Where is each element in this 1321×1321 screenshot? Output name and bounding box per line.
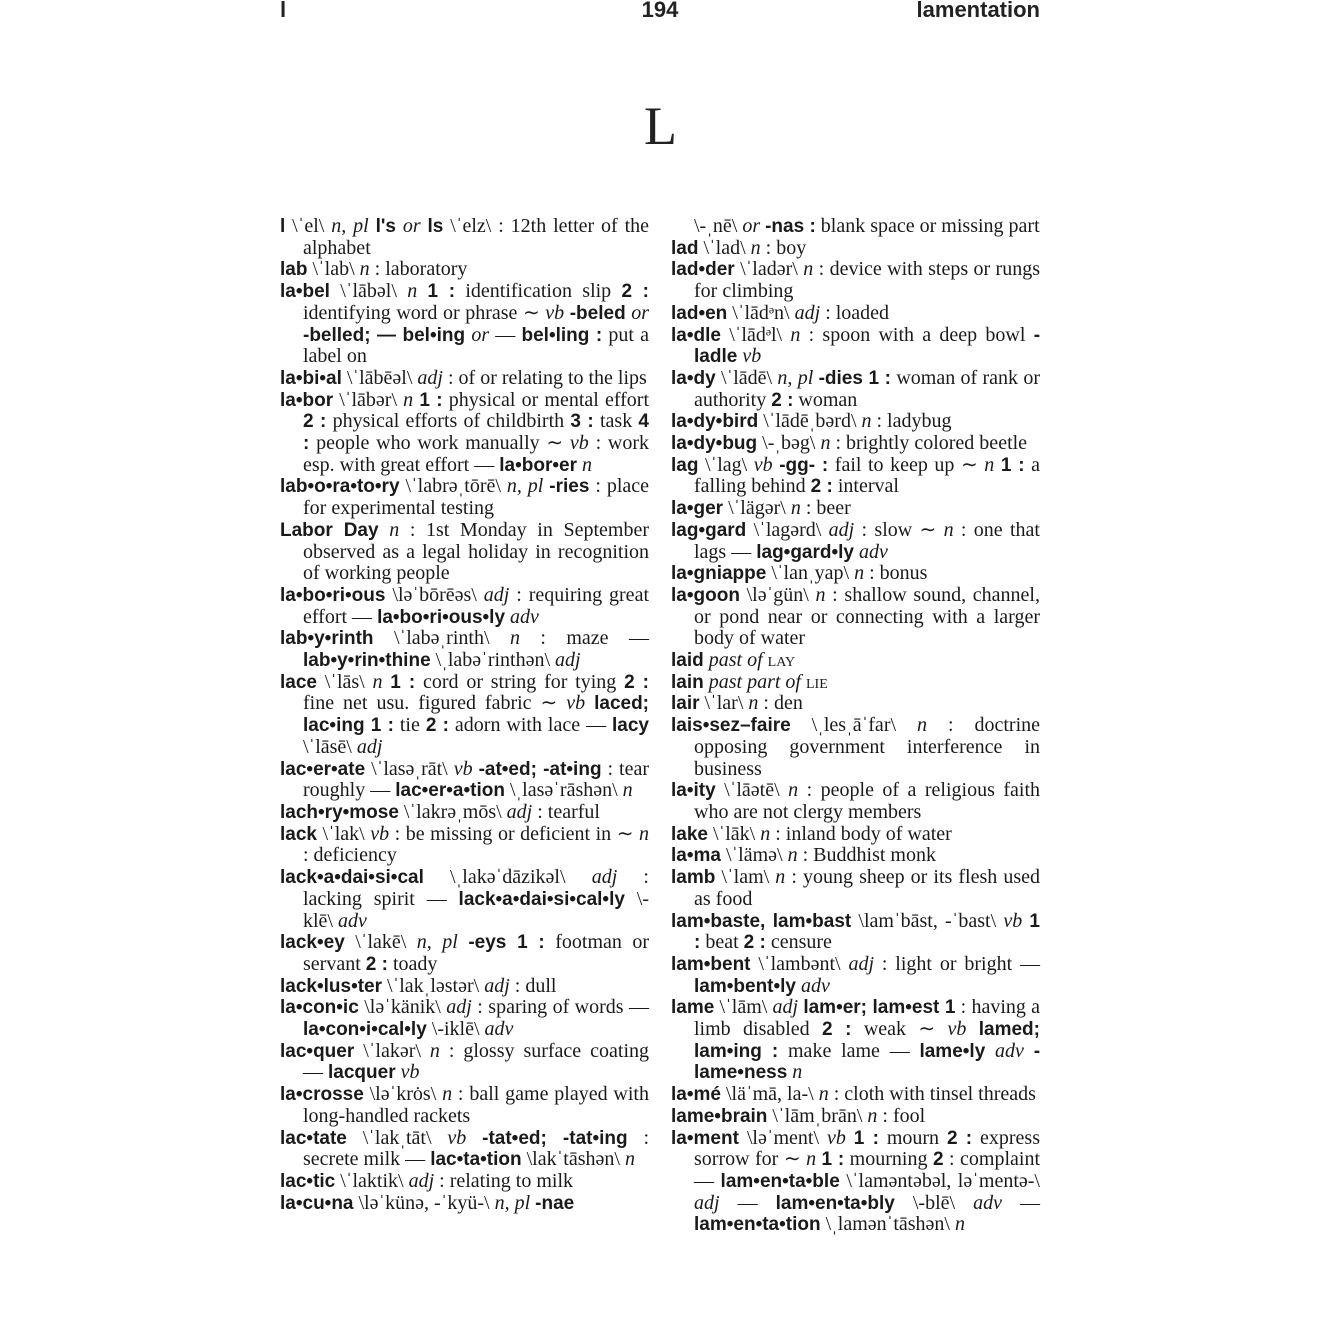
inflection: -at•ed; -at•ing bbox=[478, 758, 602, 780]
column-left bbox=[280, 216, 649, 1214]
dictionary-entry: la•bor \ˈlābər\ n 1 : physical or mental effort 2 : physical efforts of childbirth 3 : task 4 : people who work manually ∼ vb : work esp. with great effort — la•bor•er n bbox=[280, 388, 650, 476]
dictionary-entry: lab•o•ra•to•ry \ˈlabrəˌtōrē\ n, pl -ries : place for experimental testing bbox=[280, 475, 650, 520]
headword: la•crosse bbox=[280, 1084, 364, 1106]
dictionary-entry: lac•tate \ˈlakˌtāt\ vb -tat•ed; -tat•ing : secrete milk — lac•ta•tion \lakˈtāshən\ n bbox=[280, 1126, 650, 1171]
dictionary-entry: Labor Day n : 1st Monday in September observed as a legal holiday in recognition of working people bbox=[280, 518, 649, 585]
headword: la•bi•al bbox=[280, 367, 342, 389]
part-of-speech: or bbox=[471, 323, 490, 346]
part-of-speech: vb bbox=[566, 692, 586, 715]
inflection: 2 : bbox=[621, 281, 649, 303]
inflection: 1 : bbox=[427, 281, 456, 303]
dictionary-entry: la•cu•na \ləˈkünə, -ˈkyü-\ n, pl -nae bbox=[280, 1191, 575, 1214]
guide-word-left: l bbox=[280, 0, 287, 22]
headword: laid bbox=[671, 650, 704, 672]
part-of-speech: past of bbox=[708, 649, 763, 672]
dictionary-entry: la•ma \ˈlämə\ n : Buddhist monk bbox=[671, 844, 936, 867]
part-of-speech: adj bbox=[694, 1191, 720, 1214]
headword: lame bbox=[671, 997, 715, 1019]
headword: lab bbox=[280, 259, 308, 281]
part-of-speech: n bbox=[442, 1083, 453, 1106]
part-of-speech: n bbox=[815, 583, 826, 606]
part-of-speech: n, pl bbox=[506, 475, 544, 498]
dictionary-entry: la•bi•al \ˈlābēəl\ adj : of or relating to the lips bbox=[280, 366, 647, 389]
inflection: -beled bbox=[569, 302, 626, 324]
part-of-speech: vb bbox=[826, 1126, 846, 1149]
part-of-speech: or bbox=[631, 301, 650, 324]
inflection: -dies 1 : bbox=[818, 367, 892, 389]
part-of-speech: n bbox=[943, 518, 954, 541]
inflection: 2 : bbox=[822, 1019, 852, 1041]
dictionary-entry: lair \ˈlar\ n : den bbox=[671, 692, 803, 715]
part-of-speech: adv bbox=[995, 1039, 1024, 1062]
inflection: 2 : bbox=[303, 411, 327, 433]
inflection: -belled; — bel•ing bbox=[303, 324, 466, 346]
part-of-speech: n bbox=[803, 258, 814, 281]
part-of-speech: n, pl bbox=[494, 1191, 531, 1214]
part-of-speech: adv bbox=[484, 1018, 514, 1041]
dictionary-entry: la•gniappe \ˈlanˌyap\ n : bonus bbox=[671, 562, 928, 585]
headword: lame•brain bbox=[671, 1105, 768, 1127]
running-head bbox=[280, 0, 1040, 27]
part-of-speech: n bbox=[624, 1148, 635, 1171]
cross-reference: lie bbox=[805, 670, 828, 693]
headword: lair bbox=[671, 693, 700, 715]
inflection: lag•gard•ly bbox=[756, 541, 854, 563]
dictionary-entry: lac•quer \ˈlakər\ n : glossy surface coating — lacquer vb bbox=[280, 1039, 649, 1084]
headword: lack•a•dai•si•cal bbox=[280, 867, 424, 889]
headword: la•cu•na bbox=[280, 1192, 354, 1214]
part-of-speech: n, pl bbox=[331, 215, 369, 237]
part-of-speech: adv bbox=[801, 974, 830, 997]
dictionary-entry: la•con•ic \ləˈkänik\ adj : sparing of words — la•con•i•cal•ly \-iklē\ adv bbox=[280, 996, 650, 1041]
dictionary-entry: lamb \ˈlam\ n : young sheep or its flesh used as food bbox=[671, 866, 1041, 910]
guide-word-right: lamentation bbox=[916, 0, 1040, 22]
inflection: lac•er•a•tion bbox=[395, 780, 505, 802]
inflection: lamed; lam•ing : bbox=[694, 1019, 1040, 1062]
headword: la•mé bbox=[671, 1084, 721, 1106]
part-of-speech: n bbox=[429, 1039, 440, 1062]
part-of-speech: n bbox=[359, 258, 370, 281]
headword: lamb bbox=[671, 867, 716, 889]
headword: Labor Day bbox=[280, 519, 379, 541]
headword: lain bbox=[671, 671, 704, 693]
dictionary-entry: lame•brain \ˈlāmˌbrān\ n : fool bbox=[671, 1104, 926, 1127]
part-of-speech: vb bbox=[400, 1061, 420, 1084]
part-of-speech: n bbox=[372, 670, 383, 693]
inflection: 2 bbox=[932, 1149, 944, 1171]
headword: lad bbox=[671, 237, 699, 259]
part-of-speech: adv bbox=[510, 605, 539, 628]
part-of-speech: adj bbox=[848, 952, 874, 975]
part-of-speech: adj bbox=[591, 866, 618, 889]
inflection: lam•bent•ly bbox=[694, 975, 796, 997]
headword: lad•en bbox=[671, 302, 728, 324]
dictionary-entry: la•crosse \ləˈkrȯs\ n : ball game played with long-handled rackets bbox=[280, 1083, 649, 1127]
inflection: lame•ly bbox=[919, 1040, 986, 1062]
inflection: 2 : bbox=[425, 715, 449, 737]
headword: la•bor bbox=[280, 389, 334, 411]
part-of-speech: or bbox=[402, 215, 421, 237]
dictionary-entry: lam•baste, lam•bast \lamˈbāst, -ˈbast\ vb 1 : beat 2 : censure bbox=[671, 909, 1040, 954]
part-of-speech: n bbox=[403, 388, 414, 411]
dictionary-entry: lam•bent \ˈlambənt\ adj : light or bright — lam•bent•ly adv bbox=[671, 952, 1040, 997]
part-of-speech: n bbox=[820, 432, 831, 455]
headword: la•ma bbox=[671, 845, 721, 867]
dictionary-entry: la•goon \ləˈgün\ n : shallow sound, channel, or pond near or connecting with a larger body of water bbox=[671, 583, 1040, 650]
part-of-speech: adj bbox=[484, 974, 510, 997]
inflection: -gg- : bbox=[779, 454, 829, 476]
headword: lace bbox=[280, 671, 317, 693]
part-of-speech: n bbox=[955, 1213, 965, 1236]
part-of-speech: n bbox=[787, 844, 798, 867]
part-of-speech: adj bbox=[506, 800, 533, 823]
inflection: lab•y•rin•thine bbox=[303, 650, 431, 672]
dictionary-entry: la•ity \ˈlāətē\ n : people of a religious faith who are not clergy members bbox=[671, 779, 1040, 823]
inflection: 1 : bbox=[694, 910, 1040, 954]
dictionary-entry: la•dy•bird \ˈlādēˌbərd\ n : ladybug bbox=[671, 410, 952, 433]
part-of-speech: n bbox=[818, 1083, 829, 1106]
dictionary-entry: lac•tic \ˈlaktik\ adj : relating to milk bbox=[280, 1169, 574, 1192]
headword: lac•quer bbox=[280, 1040, 355, 1062]
part-of-speech: n bbox=[917, 714, 927, 737]
dictionary-entry: lag•gard \ˈlagərd\ adj : slow ∼ n : one that lags — lag•gard•ly adv bbox=[671, 518, 1040, 563]
inflection: -lame•ness bbox=[694, 1040, 1041, 1084]
part-of-speech: n bbox=[984, 453, 995, 476]
part-of-speech: n bbox=[854, 562, 865, 585]
part-of-speech: n bbox=[407, 280, 418, 303]
inflection: 2 : bbox=[771, 389, 794, 411]
inflection: 1 : bbox=[853, 1127, 879, 1149]
part-of-speech: adj bbox=[483, 583, 510, 606]
headword: lack•lus•ter bbox=[280, 975, 383, 997]
dictionary-entry: la•dy \ˈlādē\ n, pl -dies 1 : woman of rank or authority 2 : woman bbox=[671, 366, 1040, 411]
headword: lad•der bbox=[671, 259, 735, 281]
part-of-speech: vb bbox=[453, 757, 473, 780]
part-of-speech: past part of bbox=[708, 670, 801, 693]
dictionary-entry: lack•a•dai•si•cal \ˌlakəˈdāzikəl\ adj : lacking spirit — lack•a•dai•si•cal•ly \-klē\ adv bbox=[280, 866, 649, 932]
headword: lab•o•ra•to•ry bbox=[280, 476, 400, 498]
cross-reference: lay bbox=[767, 649, 796, 672]
part-of-speech: or bbox=[742, 215, 761, 237]
part-of-speech: n bbox=[790, 323, 801, 346]
part-of-speech: n bbox=[622, 779, 633, 802]
inflection: lacquer bbox=[328, 1062, 396, 1084]
part-of-speech: adj bbox=[408, 1169, 435, 1192]
inflection: la•bo•ri•ous•ly bbox=[377, 606, 506, 628]
headword: lag•gard bbox=[671, 519, 747, 541]
headword: lab•y•rinth bbox=[280, 628, 374, 650]
inflection: 2 : bbox=[365, 953, 388, 975]
part-of-speech: adj bbox=[794, 301, 821, 324]
part-of-speech: adj bbox=[772, 996, 799, 1019]
dictionary-entry: lab \ˈlab\ n : laboratory bbox=[280, 258, 468, 281]
dictionary-entry: lake \ˈlāk\ n : inland body of water bbox=[671, 822, 952, 845]
column-right bbox=[671, 216, 1040, 1236]
inflection: l's bbox=[375, 216, 396, 237]
inflection: 4 : bbox=[303, 411, 649, 455]
dictionary-entry: la•mé \läˈmā, la-\ n : cloth with tinsel threads bbox=[671, 1083, 1036, 1106]
part-of-speech: n bbox=[748, 692, 759, 715]
inflection: bel•ling : bbox=[521, 324, 603, 346]
dictionary-entry: la•dle \ˈlādᵊl\ n : spoon with a deep bowl -ladle vb bbox=[671, 323, 1041, 368]
inflection: lack•a•dai•si•cal•ly bbox=[458, 888, 625, 910]
part-of-speech: n bbox=[760, 822, 771, 845]
headword: lac•tate bbox=[280, 1127, 347, 1149]
headword: la•bel bbox=[280, 281, 330, 303]
inflection: -ladle bbox=[694, 324, 1041, 368]
part-of-speech: vb bbox=[569, 432, 589, 455]
headword: la•bo•ri•ous bbox=[280, 584, 386, 606]
dictionary-entry: lac•er•ate \ˈlasəˌrāt\ vb -at•ed; -at•ing : tear roughly — lac•er•a•tion \ˌlasəˈrāshən\ n bbox=[280, 757, 650, 802]
dictionary-entry: lais•sez–faire \ˌlesˌāˈfar\ n : doctrine opposing government interference in business bbox=[671, 714, 1040, 780]
part-of-speech: adv bbox=[338, 909, 367, 932]
inflection: 1 : bbox=[1000, 454, 1025, 476]
part-of-speech: vb bbox=[1003, 909, 1023, 932]
inflection: 1 : bbox=[390, 671, 416, 693]
part-of-speech: n bbox=[788, 779, 799, 802]
dictionary-entry: lad•en \ˈlādᵊn\ adj : loaded bbox=[671, 301, 890, 324]
inflection: -nas : bbox=[765, 216, 816, 237]
inflection: -ries bbox=[549, 476, 590, 498]
headword: lam•baste, lam•bast bbox=[671, 910, 852, 932]
part-of-speech: adj bbox=[417, 366, 443, 389]
headword: lac•tic bbox=[280, 1170, 336, 1192]
part-of-speech: n bbox=[806, 1148, 817, 1171]
inflection: 2 : bbox=[946, 1127, 973, 1149]
inflection: ls bbox=[427, 216, 444, 237]
part-of-speech: adj bbox=[446, 996, 472, 1019]
part-of-speech: n bbox=[861, 410, 872, 433]
part-of-speech: adv bbox=[859, 540, 888, 563]
part-of-speech: adj bbox=[555, 649, 581, 672]
dictionary-entry: lach•ry•mose \ˈlakrəˌmōs\ adj : tearful bbox=[280, 800, 600, 823]
headword: lam•bent bbox=[671, 953, 751, 975]
inflection: 3 : bbox=[570, 411, 594, 433]
dictionary-entry: la•bel \ˈlābəl\ n 1 : identification slip 2 : identifying word or phrase ∼ vb -beled or -belled; — bel•ing or — bel•ling : put a label on bbox=[280, 280, 650, 368]
headword: la•ity bbox=[671, 780, 716, 802]
inflection: 2 : bbox=[624, 671, 650, 693]
part-of-speech: n bbox=[581, 453, 592, 476]
headword: lag bbox=[671, 454, 699, 476]
headword: lack bbox=[280, 823, 317, 845]
part-of-speech: vb bbox=[370, 822, 390, 845]
headword: la•dle bbox=[671, 324, 721, 346]
dictionary-entry: lack•ey \ˈlakē\ n, pl -eys 1 : footman or servant 2 : toady bbox=[280, 931, 650, 975]
part-of-speech: n bbox=[639, 822, 649, 845]
headword: la•ment bbox=[671, 1127, 739, 1149]
headword: lais•sez–faire bbox=[671, 715, 791, 737]
part-of-speech: adj bbox=[828, 518, 855, 541]
inflection: lacy bbox=[612, 715, 649, 737]
part-of-speech: n bbox=[867, 1104, 878, 1127]
dictionary-entry: lag \ˈlag\ vb -gg- : fail to keep up ∼ n 1 : a falling behind 2 : interval bbox=[671, 453, 1041, 498]
section-letter-heading: L bbox=[644, 96, 677, 156]
inflection: 1 : bbox=[419, 389, 443, 411]
inflection: lam•en•ta•tion bbox=[694, 1214, 821, 1236]
part-of-speech: n bbox=[790, 497, 801, 520]
dictionary-entry: lace \ˈlās\ n 1 : cord or string for tying 2 : fine net usu. figured fabric ∼ vb laced; lac•ing 1 : tie 2 : adorn with lace — lacy \ˈlāsē\ adj bbox=[280, 670, 650, 758]
part-of-speech: n bbox=[389, 518, 400, 541]
part-of-speech: n bbox=[775, 866, 786, 889]
inflection: lam•en•ta•ble bbox=[720, 1170, 840, 1192]
part-of-speech: vb bbox=[742, 345, 762, 368]
inflection: la•bor•er bbox=[499, 454, 577, 476]
entry-continuation: \-ˌnē\ or -nas : blank space or missing part bbox=[694, 215, 1040, 237]
dictionary-entry: la•dy•bug \-ˌbəg\ n : brightly colored beetle bbox=[671, 432, 1028, 455]
dictionary-entry: la•ger \ˈlägər\ n : beer bbox=[671, 497, 851, 520]
part-of-speech: adv bbox=[973, 1191, 1002, 1214]
inflection: laced; lac•ing 1 : bbox=[303, 693, 650, 737]
dictionary-entry: la•ment \ləˈment\ vb 1 : mourn 2 : express sorrow for ∼ n 1 : mourning 2 : complaint — lam•en•ta•ble \ˈlaməntəbəl, ləˈmentə-\ adj — lam•en•ta•bly \-blē\ adv — lam•en•ta•tion \ˌlamənˈtāshən\ n bbox=[671, 1126, 1041, 1236]
dictionary-entry bbox=[671, 650, 1040, 672]
dictionary-entry: l \ˈel\ n, pl l's or ls \ˈelz\ : 12th letter of the alphabet bbox=[280, 215, 650, 259]
part-of-speech: vb bbox=[545, 301, 565, 324]
part-of-speech: n, pl bbox=[416, 931, 458, 954]
part-of-speech: n bbox=[750, 236, 761, 259]
inflection: lam•er; lam•est 1 bbox=[803, 997, 956, 1019]
headword: lack•ey bbox=[280, 932, 345, 954]
inflection: lac•ta•tion bbox=[430, 1149, 522, 1171]
part-of-speech: vb bbox=[753, 453, 773, 476]
headword: la•dy•bird bbox=[671, 411, 759, 433]
headword: la•goon bbox=[671, 584, 740, 606]
headword: lach•ry•mose bbox=[280, 801, 399, 823]
dictionary-entry: lame \ˈlām\ adj lam•er; lam•est 1 : having a limb disabled 2 : weak ∼ vb lamed; lam•ing : make lame — lame•ly adv -lame•ness n bbox=[671, 996, 1041, 1084]
headword: lac•er•ate bbox=[280, 758, 366, 780]
part-of-speech: vb bbox=[947, 1018, 967, 1041]
inflection: 2 : bbox=[743, 932, 766, 954]
part-of-speech: adj bbox=[356, 735, 383, 758]
inflection: lam•en•ta•bly bbox=[775, 1192, 895, 1214]
part-of-speech: vb bbox=[447, 1126, 467, 1149]
part-of-speech: n bbox=[792, 1061, 803, 1084]
headword: la•ger bbox=[671, 498, 724, 520]
inflection: la•con•i•cal•ly bbox=[303, 1019, 427, 1041]
dictionary-entry: la•bo•ri•ous \ləˈbōrēəs\ adj : requiring great effort — la•bo•ri•ous•ly adv bbox=[280, 583, 649, 628]
headword: l bbox=[280, 216, 286, 237]
inflection: -tat•ed; -tat•ing bbox=[482, 1127, 628, 1149]
inflection: 2 : bbox=[810, 476, 833, 498]
dictionary-entry: lack \ˈlak\ vb : be missing or deficient in ∼ n : deficiency bbox=[280, 822, 649, 867]
dictionary-entry: lab•y•rinth \ˈlabəˌrinth\ n : maze — lab•y•rin•thine \ˌlabəˈrinthən\ adj bbox=[280, 627, 649, 672]
dictionary-entry: lad•der \ˈladər\ n : device with steps or rungs for climbing bbox=[671, 258, 1041, 303]
headword: la•gniappe bbox=[671, 563, 767, 585]
headword: la•dy bbox=[671, 367, 716, 389]
inflection: -nae bbox=[535, 1192, 575, 1214]
headword: lake bbox=[671, 823, 708, 845]
headword: la•dy•bug bbox=[671, 433, 758, 455]
headword: la•con•ic bbox=[280, 997, 359, 1019]
inflection: -eys 1 : bbox=[468, 932, 545, 954]
page-number: 194 bbox=[641, 0, 679, 22]
dictionary-entry: lack•lus•ter \ˈlakˌləstər\ adj : dull bbox=[280, 974, 557, 997]
part-of-speech: n, pl bbox=[777, 366, 814, 389]
dictionary-entry bbox=[671, 672, 1040, 694]
part-of-speech: n bbox=[509, 627, 520, 650]
inflection: 1 : bbox=[821, 1149, 845, 1171]
dictionary-entry: lad \ˈlad\ n : boy bbox=[671, 236, 807, 259]
